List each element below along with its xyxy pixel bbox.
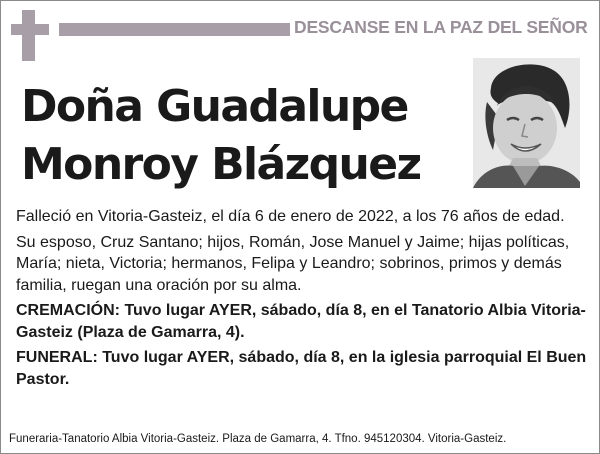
funeral-paragraph: FUNERAL: Tuvo lugar AYER, sábado, día 8, en la iglesia parroquial El Buen Pastor. xyxy=(16,349,587,388)
obituary-body xyxy=(16,206,588,394)
portrait-photo xyxy=(473,58,580,188)
funeral-home-footer: Funeraria-Tanatorio Albia Vitoria-Gasteiz. Plaza de Gamarra, 4. Tfno. 945120304. Vitoria-Gasteiz. xyxy=(9,433,507,445)
header-divider-bar xyxy=(59,23,290,36)
death-notice-paragraph: Falleció en Vitoria-Gasteiz, el día 6 de enero de 2022, a los 76 años de edad. xyxy=(16,208,565,225)
header-title: DESCANSE EN LA PAZ DEL SEÑOR xyxy=(294,17,588,37)
deceased-name xyxy=(21,78,420,194)
cremation-paragraph: CREMACIÓN: Tuvo lugar AYER, sábado, día 8, en el Tanatorio Albia Vitoria-Gasteiz (Plaza de Gamarra, 4). xyxy=(16,302,586,341)
deceased-name-line2: Monroy Blázquez xyxy=(21,139,421,190)
family-paragraph: Su esposo, Cruz Santano; hijos, Román, Jose Manuel y Jaime; hijas políticas, María; nieta, Victoria; hermanos, Felipa y Leandro; sobrinos, primos y demás familia, ruegan una oración por su alma. xyxy=(16,233,570,294)
deceased-name-line1: Doña Guadalupe xyxy=(21,81,408,132)
